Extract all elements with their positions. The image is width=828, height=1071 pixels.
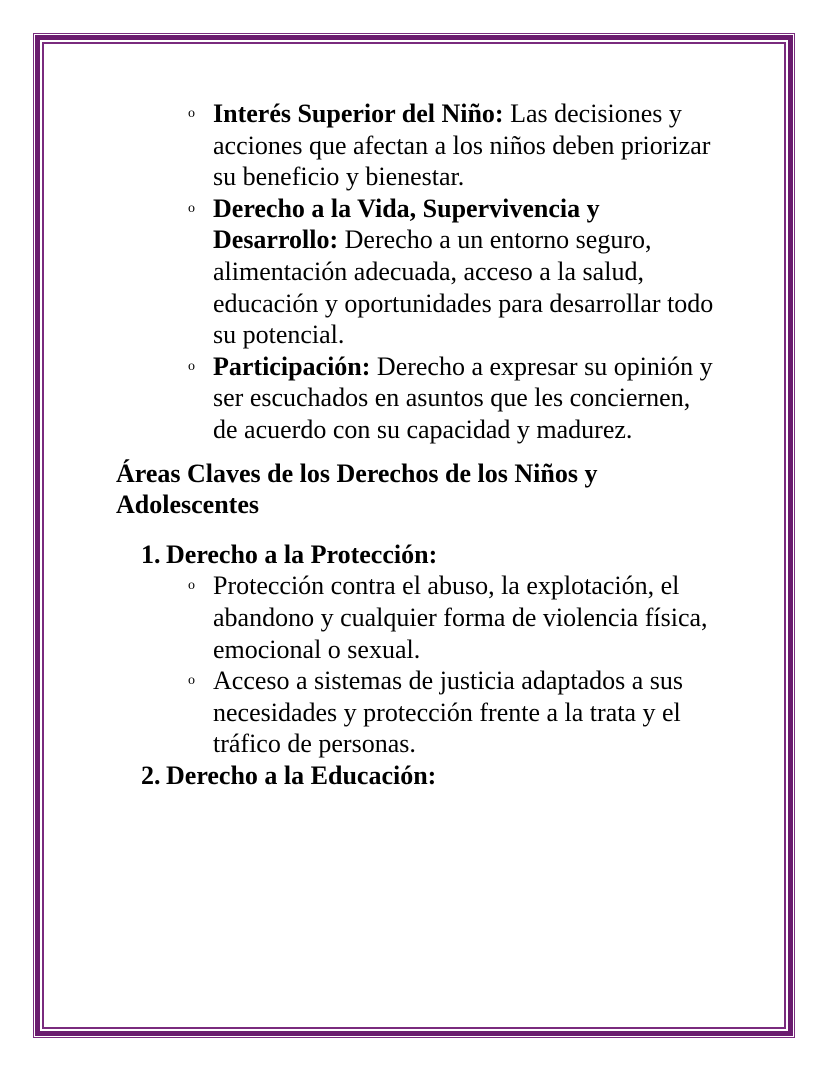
list-item	[116, 98, 716, 193]
item-text: Acceso a sistemas de justicia adaptados a sus necesidades y protección frente a la trata y el tráfico de personas.	[213, 666, 684, 759]
bullet-icon: o	[188, 200, 195, 216]
bullet-icon: o	[188, 106, 195, 121]
term: Interés Superior del Niño:	[213, 99, 504, 128]
document-body	[116, 98, 716, 791]
item-number: 1.	[141, 539, 161, 569]
item-title: Derecho a la Educación:	[166, 760, 437, 790]
list-item	[116, 193, 716, 351]
bullet-icon: o	[188, 358, 195, 374]
bullet-icon: o	[188, 578, 195, 594]
list-item	[116, 351, 716, 446]
section-heading: Áreas Claves de los Derechos de los Niños y Adolescentes	[116, 458, 598, 520]
list-item	[116, 665, 716, 760]
item-text: Protección contra el abuso, la explotación, el abandono y cualquier forma de violencia física, emocional o sexual.	[213, 571, 708, 664]
definition: Derecho a un entorno seguro, alimentación adecuada, acceso a la salud, educación y oportunidades para desarrollar todo su potencial.	[213, 225, 714, 350]
numbered-item	[116, 539, 716, 571]
item-number: 2.	[141, 760, 161, 790]
term: Participación:	[213, 351, 371, 381]
numbered-item	[116, 760, 716, 792]
definition: Derecho a expresar su opinión y ser escuchados en asuntos que les conciernen, de acuerdo con su capacidad y madurez.	[213, 351, 713, 444]
definition: Las decisiones y acciones que afectan a los niños deben priorizar su beneficio y bienestar.	[213, 99, 711, 192]
term: Derecho a la Vida, Supervivencia y Desarrollo:	[213, 193, 600, 255]
bullet-icon: o	[188, 673, 195, 689]
list-item	[116, 570, 716, 665]
item-title: Derecho a la Protección:	[166, 539, 438, 569]
